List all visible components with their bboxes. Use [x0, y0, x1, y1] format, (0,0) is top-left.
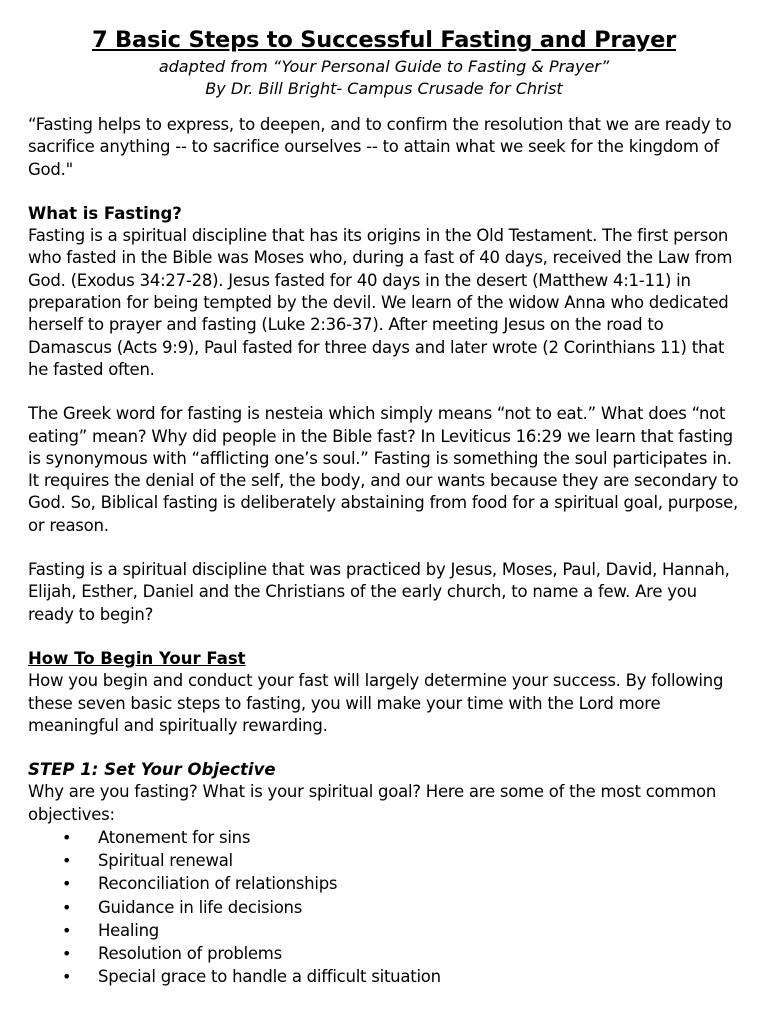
step-1-intro: Why are you fasting? What is your spiritual goal? Here are some of the most common objectives: — [28, 782, 717, 824]
opening-quote: “Fasting helps to express, to deepen, and to confirm the resolution that we are ready to sacrifice anything -- to sacrifice ourselves -- to attain what we seek for the kingdom of God." — [28, 115, 732, 179]
list-item — [28, 896, 740, 919]
list-item — [28, 849, 740, 872]
what-is-fasting-paragraph-1: Fasting is a spiritual discipline that has its origins in the Old Testament. The first person who fasted in the Bible was Moses who, during a fast of 40 days, received the Law from God. (Exodus 34:27-28). Jesus fasted for 40 days in the desert (Matthew 4:1-11) in preparation for being tempted by the devil. We learn of the widow Anna who dedicated herself to prayer and fasting (Luke 2:36-37). After meeting Jesus on the road to Damascus (Acts 9:9), Paul fasted for three days and later wrote (2 Corinthians 11) that he fasted often. — [28, 226, 733, 379]
bullet-icon: • — [62, 874, 72, 894]
what-is-fasting-paragraph-3: Fasting is a spiritual discipline that was practiced by Jesus, Moses, Paul, David, Hannah, Elijah, Esther, Daniel and the Christians of the early church, to name a few. Are you ready to begin? — [28, 560, 730, 624]
list-item — [28, 919, 740, 942]
bullet-icon: • — [62, 967, 72, 987]
section-heading-how-to-begin: How To Begin Your Fast — [28, 648, 246, 668]
list-item-label: Atonement for sins — [98, 828, 251, 848]
list-item-label: Healing — [98, 920, 160, 940]
document-subtitle-author: By Dr. Bill Bright- Campus Crusade for Christ — [205, 78, 563, 98]
bullet-icon: • — [62, 944, 72, 964]
bullet-icon: • — [62, 851, 72, 871]
list-item-label: Spiritual renewal — [98, 851, 233, 871]
document-subtitle-source: adapted from “Your Personal Guide to Fasting & Prayer” — [158, 57, 610, 76]
list-item-label: Reconciliation of relationships — [98, 874, 338, 894]
what-is-fasting-paragraph-2: The Greek word for fasting is nesteia which simply means “not to eat.” What does “not eating” mean? Why did people in the Bible fast? In Leviticus 16:29 we learn that fasting is synonymous with “afflicting one’s soul.” Fasting is something the soul participates in. It requires the denial of the self, the body, and our wants because they are secondary to God. So, Biblical fasting is deliberately abstaining from food for a spiritual goal, purpose, or reason. — [28, 404, 739, 535]
list-item-label: Guidance in life decisions — [98, 897, 303, 917]
list-item — [28, 965, 740, 988]
list-item — [28, 826, 740, 849]
objectives-list — [28, 826, 740, 988]
document-title: 7 Basic Steps to Successful Fasting and Prayer — [91, 27, 677, 53]
section-how-to-begin — [28, 648, 740, 737]
how-to-begin-paragraph: How you begin and conduct your fast will largely determine your success. By following these seven basic steps to fasting, you will make your time with the Lord more meaningful and spiritually rewarding. — [28, 671, 724, 735]
section-step-1 — [28, 759, 740, 988]
section-heading-step-1: STEP 1: Set Your Objective — [28, 760, 276, 780]
list-item — [28, 872, 740, 895]
list-item-label: Resolution of problems — [98, 944, 282, 964]
section-what-is-fasting — [28, 203, 740, 381]
list-item-label: Special grace to handle a difficult situation — [98, 967, 441, 987]
bullet-icon: • — [62, 897, 72, 917]
section-heading-what-is-fasting: What is Fasting? — [28, 203, 182, 223]
list-item — [28, 942, 740, 965]
bullet-icon: • — [62, 920, 72, 940]
bullet-icon: • — [62, 828, 72, 848]
